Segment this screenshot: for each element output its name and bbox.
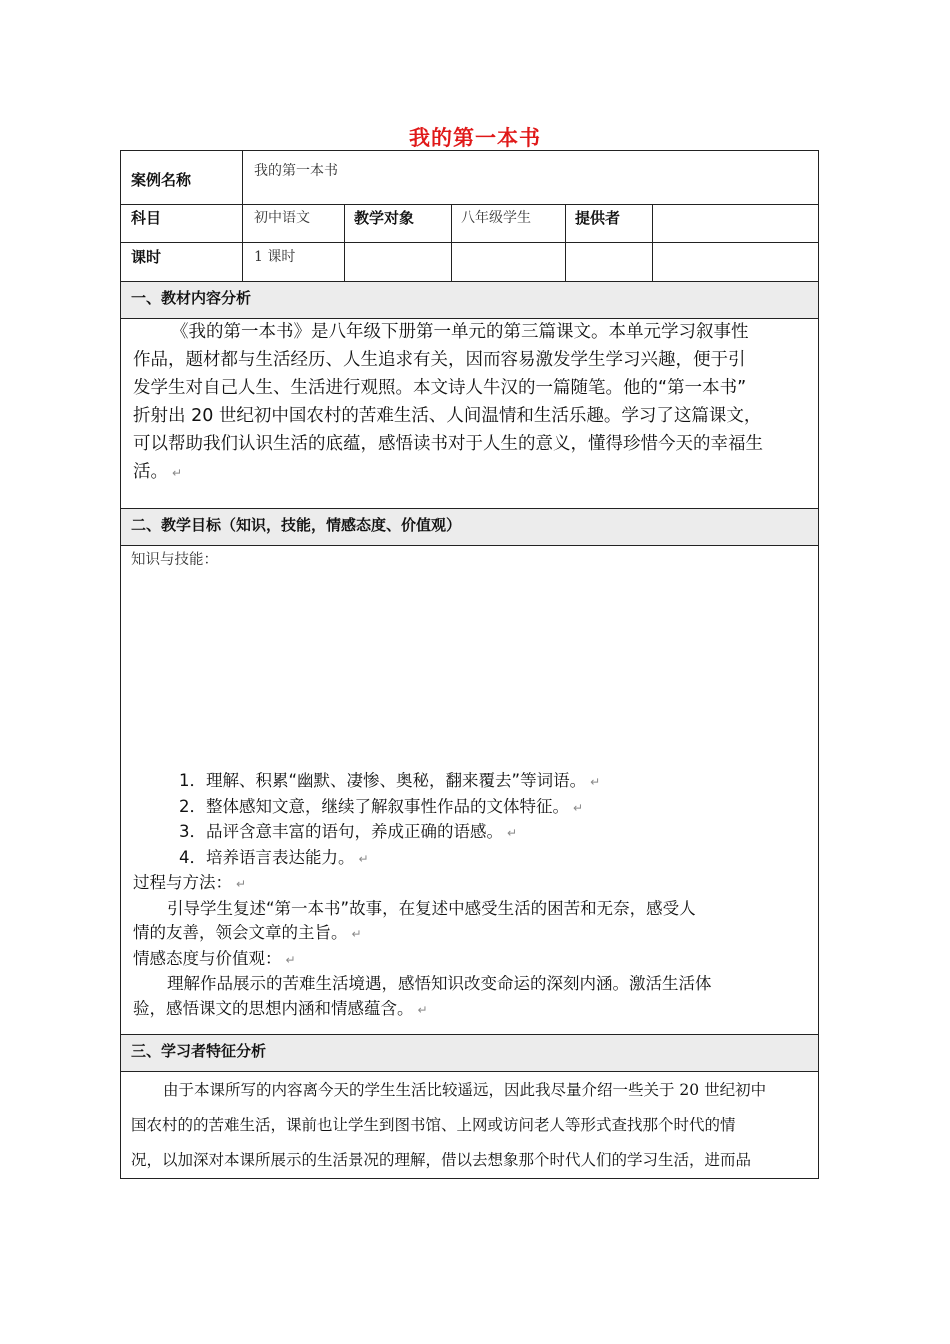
process-line: 引导学生复述“第一本书”故事，在复述中感受生活的困苦和无奈，感受人 bbox=[167, 898, 696, 918]
lesson-plan-table bbox=[120, 150, 819, 1179]
knowledge-label: 知识与技能： bbox=[131, 552, 218, 568]
emotion-label: 情感态度与价值观： bbox=[133, 948, 282, 968]
goal-item: 3．品评含意丰富的语句，养成正确的语感。 bbox=[179, 822, 503, 841]
provider-label: 提供者 bbox=[575, 209, 621, 227]
paragraph-line: 可以帮助我们认识生活的底蕴，感悟读书对于人生的意义，懂得珍惜今天的幸福生 bbox=[133, 434, 763, 454]
rule bbox=[652, 204, 653, 281]
rule bbox=[121, 204, 818, 205]
rule bbox=[121, 1034, 818, 1035]
section1-body bbox=[133, 318, 763, 487]
rule bbox=[121, 281, 818, 282]
process-line: 情的友善，领会文章的主旨。 bbox=[133, 923, 348, 942]
paragraph-line bbox=[133, 458, 763, 487]
goal-item: 4．培养语言表达能力。 bbox=[179, 847, 355, 867]
paragraph-mark-icon: ↵ bbox=[358, 851, 369, 866]
rule bbox=[121, 242, 818, 243]
paragraph-mark-icon: ↵ bbox=[573, 800, 584, 815]
rule bbox=[344, 204, 345, 281]
paragraph-mark-icon: ↵ bbox=[351, 927, 362, 941]
target-value: 八年级学生 bbox=[461, 210, 531, 226]
goal-item: 2．整体感知文意，继续了解叙事性作品的文体特征。 bbox=[179, 796, 569, 816]
paragraph-line: 折射出 20 世纪初中国农村的苦难生活、人间温情和生活乐趣。学习了这篇课文， bbox=[133, 406, 762, 426]
process-label: 过程与方法： bbox=[133, 873, 232, 892]
paragraph-line: 《我的第一本书》是八年级下册第一单元的第三篇课文。本单元学习叙事性 bbox=[171, 322, 749, 342]
emotion-line: 理解作品展示的苦难生活境遇，感悟知识改变命运的深刻内涵。激活生活体 bbox=[167, 974, 712, 993]
rule bbox=[121, 545, 818, 546]
rule bbox=[565, 204, 566, 281]
paragraph-line-text: 活。 bbox=[133, 462, 168, 482]
section1-heading: 一、教材内容分析 bbox=[131, 289, 252, 307]
subject-label: 科目 bbox=[131, 209, 162, 227]
paragraph-mark-icon: ↵ bbox=[417, 1002, 428, 1017]
rule bbox=[242, 151, 243, 281]
paragraph-mark-icon: ↵ bbox=[590, 775, 601, 789]
case-name-label: 案例名称 bbox=[131, 171, 192, 189]
paragraph-line: 由于本课所写的内容离今天的学生生活比较遥远，因此我尽量介绍一些关于 20 世纪初中 bbox=[163, 1081, 767, 1099]
target-label: 教学对象 bbox=[354, 209, 415, 227]
paragraph-mark-icon: ↵ bbox=[172, 466, 183, 480]
section2-body bbox=[133, 769, 712, 1022]
emotion-line: 验，感悟课文的思想内涵和情感蕴含。 bbox=[133, 998, 414, 1018]
section3-body bbox=[131, 1073, 766, 1178]
section2-heading: 二、教学目标（知识，技能，情感态度、价值观） bbox=[131, 516, 462, 534]
hours-label: 课时 bbox=[131, 248, 162, 266]
paragraph-mark-icon: ↵ bbox=[507, 826, 518, 840]
subject-value: 初中语文 bbox=[254, 210, 310, 226]
paragraph-line: 况，以加深对本课所展示的生活景况的理解，借以去想象那个时代人们的学习生活，进而品 bbox=[131, 1151, 752, 1169]
section3-heading: 三、学习者特征分析 bbox=[131, 1042, 267, 1060]
paragraph-line: 发学生对自己人生、生活进行观照。本文诗人牛汉的一篇随笔。他的“第一本书” bbox=[133, 378, 747, 398]
paragraph-line: 国农村的的苦难生活，课前也让学生到图书馆、上网或访问老人等形式查找那个时代的情 bbox=[131, 1116, 736, 1134]
rule bbox=[121, 508, 818, 509]
hours-value: 1 课时 bbox=[254, 249, 296, 265]
paragraph-mark-icon: ↵ bbox=[236, 877, 247, 891]
paragraph-line: 作品，题材都与生活经历、人生追求有关，因而容易激发学生学习兴趣，便于引 bbox=[133, 350, 746, 370]
goal-item: 1．理解、积累“幽默、凄惨、奥秘，翻来覆去”等词语。 bbox=[179, 771, 587, 790]
case-name-value: 我的第一本书 bbox=[254, 163, 338, 179]
rule bbox=[451, 204, 452, 281]
rule bbox=[121, 1071, 818, 1072]
page-title: 我的第一本书 bbox=[409, 126, 541, 150]
paragraph-mark-icon: ↵ bbox=[285, 952, 296, 967]
